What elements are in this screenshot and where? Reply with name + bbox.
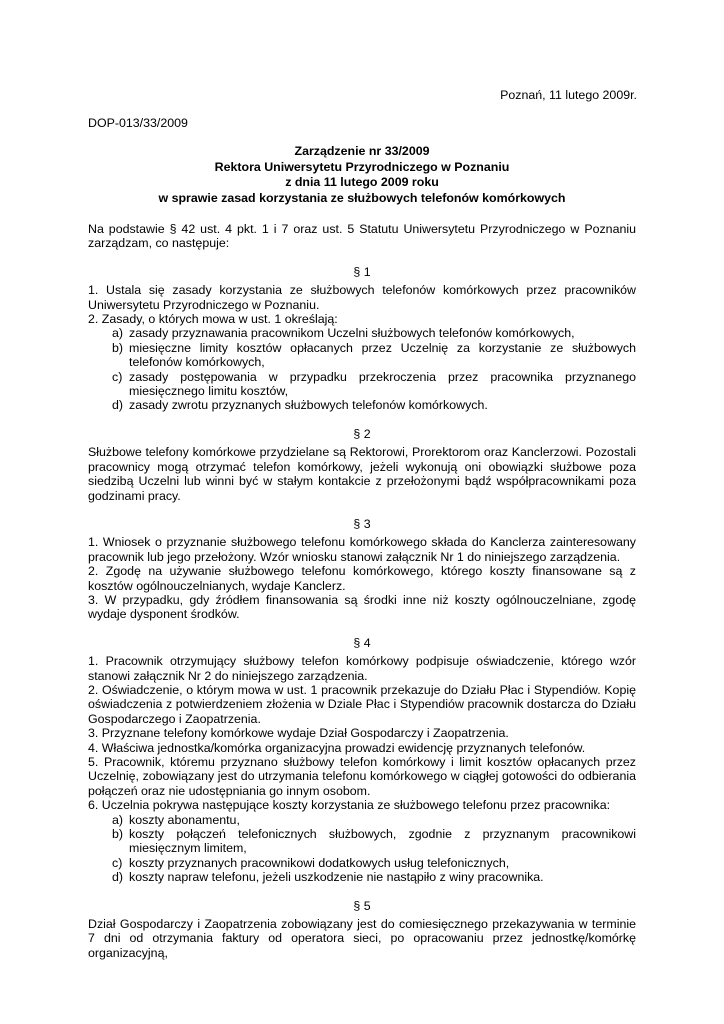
section-4-item-5: 5. Pracownik, któremu przyznano służbowy telefon komórkowy i limit kosztów opłacanych przez Uczelnię, zobowiązany jest do utrzymania telefonu komórkowego w ciągłej gotowości do odbierania połączeń oraz nie udostępniania go innym osobom. — [88, 755, 636, 798]
section-3-item-1: 1. Wniosek o przyznanie służbowego telefonu komórkowego składa do Kanclerza zainteresowany pracownik lub jego przełożony. Wzór wniosku stanowi załącznik Nr 1 do niniejszego zarządzenia. — [88, 535, 636, 564]
list-item: c) koszty przyznanych pracownikowi dodatkowych usług telefonicznych, — [112, 855, 510, 870]
intro-paragraph: Na podstawie § 42 ust. 4 pkt. 1 i 7 oraz ust. 5 Statutu Uniwersytetu Przyrodniczego w Poznaniu zarządzam, co następuje: — [88, 222, 636, 251]
section-4-item-6: 6. Uczelnia pokrywa następujące koszty korzystania ze służbowego telefonu przez pracownika: — [88, 798, 611, 813]
list-item: d) koszty napraw telefonu, jeżeli uszkodzenie nie nastąpiło z winy pracownika. — [112, 870, 544, 885]
section-4-item-2: 2. Oświadczenie, o którym mowa w ust. 1 pracownik przekazuje do Działu Płac i Stypendiów. Kopię oświadczenia z potwierdzeniem złożenia w Dziale Płac i Stypendiów pracownik dostarcza do Działu Gospodarczego i Zaopatrzenia. — [88, 682, 636, 726]
title-line-2: Rektora Uniwersytetu Przyrodniczego w Poznaniu — [214, 159, 510, 174]
section-4-item-3: 3. Przyznane telefony komórkowe wydaje Dział Gospodarczy i Zaopatrzenia. — [88, 726, 509, 741]
section-1-sublist — [88, 326, 636, 412]
section-4-heading: § 4 — [353, 635, 371, 650]
list-item: c) zasady postępowania w przypadku przekroczenia przez pracownika przyznanego miesięcznego limitu kosztów, — [112, 369, 636, 399]
section-3-heading: § 3 — [353, 516, 371, 531]
document-title — [88, 144, 636, 206]
title-line-3: z dnia 11 lutego 2009 roku — [285, 175, 439, 189]
section-1-heading: § 1 — [353, 264, 371, 279]
list-item: d) zasady zwrotu przyznanych służbowych telefonów komórkowych. — [112, 398, 488, 413]
section-3-item-2: 2. Zgodę na używanie służbowego telefonu komórkowego, którego koszty finansowane są z kosztów ogólnouczelnianych, wydaje Kanclerz. — [88, 564, 636, 593]
section-5-heading: § 5 — [353, 898, 371, 913]
title-line-1: Zarządzenie nr 33/2009 — [294, 144, 430, 158]
section-5-paragraph: Dział Gospodarczy i Zaopatrzenia zobowiązany jest do comiesięcznego przekazywania w terminie 7 dni od otrzymania faktury od operatora sieci, po opracowaniu przez jednostkę/komórkę organizacyjną, — [88, 917, 636, 960]
document-reference-number: DOP-013/33/2009 — [88, 116, 188, 130]
document-body — [88, 222, 636, 960]
section-3-item-3: 3. W przypadku, gdy źródłem finansowania są środki inne niż koszty ogólnouczelniane, zgodę wydaje dysponent środków. — [88, 592, 636, 622]
section-1-item-1: 1. Ustala się zasady korzystania ze służbowych telefonów komórkowych przez pracowników Uniwersytetu Przyrodniczego w Poznaniu. — [88, 283, 636, 312]
section-2-heading: § 2 — [353, 426, 371, 441]
list-item: b) miesięczne limity kosztów opłacanych przez Uczelnię za korzystanie ze służbowych telefonów komórkowych, — [112, 340, 636, 370]
section-2-paragraph: Służbowe telefony komórkowe przydzielane są Rektorowi, Prorektorom oraz Kanclerzowi. Pozostali pracownicy mogą otrzymać telefon komórkowy, jeżeli wykonują oni obowiązki służbowe poza siedzibą Uczelni lub winni być w stałym kontakcie z przełożonymi bądź współpracownikami poza godzinami pracy. — [88, 445, 636, 503]
title-line-4: w sprawie zasad korzystania ze służbowych telefonów komórkowych — [158, 190, 566, 205]
section-4-sublist — [88, 813, 636, 885]
list-item: a) koszty abonamentu, — [112, 812, 240, 827]
list-item: a) zasady przyznawania pracownikom Uczelni służbowych telefonów komórkowych, — [112, 326, 575, 341]
document-date: Poznań, 11 lutego 2009r. — [500, 88, 637, 102]
list-item: b) koszty połączeń telefonicznych służbowych, zgodnie z przyznanym pracownikowi miesięcznym limitem, — [112, 827, 636, 856]
section-4-item-1: 1. Pracownik otrzymujący służbowy telefon komórkowy podpisuje oświadczenie, którego wzór stanowi załącznik Nr 2 do niniejszego zarządzenia. — [88, 654, 636, 683]
section-1-item-2: 2. Zasady, o których mowa w ust. 1 określają: — [88, 312, 338, 327]
section-4-item-4: 4. Właściwa jednostka/komórka organizacyjna prowadzi ewidencję przyznanych telefonów. — [88, 740, 586, 755]
